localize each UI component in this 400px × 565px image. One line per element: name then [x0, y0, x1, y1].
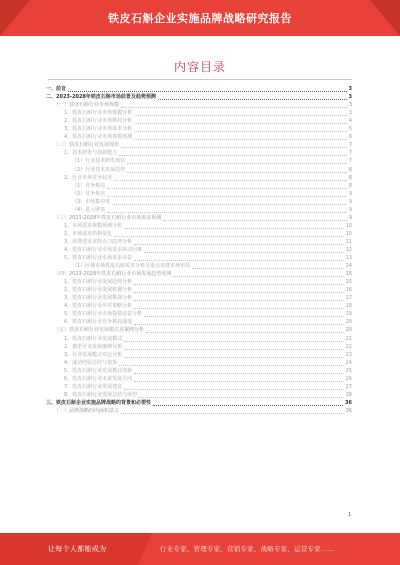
toc-entry[interactable] [46, 117, 352, 125]
toc-entry-page: 28 [345, 391, 352, 398]
toc-entry[interactable] [46, 93, 352, 101]
toc-entry[interactable] [46, 278, 352, 286]
toc-entry-page: 9 [348, 206, 352, 213]
toc-dot-leader [68, 86, 347, 92]
toc-entry-page: 21 [345, 335, 352, 342]
toc-dot-leader [134, 126, 347, 132]
toc-entry[interactable] [46, 383, 352, 391]
toc-entry-page: 36 [345, 399, 352, 406]
toc-dot-leader [134, 287, 343, 293]
toc-entry[interactable] [46, 206, 352, 214]
footer-slogan: 让每个人都能成为 [48, 545, 107, 553]
toc-entry-title: 1、铁皮石斛行业发展趋势分析 [64, 279, 133, 286]
toc-entry-page: 36 [345, 407, 352, 414]
toc-entry-title: 2、典型企业发展案例分析 [64, 343, 123, 350]
toc-entry[interactable] [46, 343, 352, 351]
toc-entry[interactable] [46, 230, 352, 238]
toc-entry-page: 11 [345, 238, 352, 245]
toc-entry-page: 24 [345, 359, 352, 366]
toc-entry-title: 3、行业发展模式对比分析 [64, 351, 123, 358]
toc-entry-page: 4 [348, 118, 352, 125]
toc-entry[interactable] [46, 294, 352, 302]
toc-dot-leader [139, 392, 343, 398]
toc-entry[interactable] [46, 367, 352, 375]
toc-entry-page: 16 [345, 287, 352, 294]
toc-dot-leader [134, 110, 347, 116]
toc-heading: 内容目录 [173, 60, 226, 74]
toc-entry-title: 3、铁皮石斛行业发展挑战分析 [64, 295, 133, 302]
toc-entry-page: 23 [345, 351, 352, 358]
toc-divider [48, 79, 352, 80]
toc-entry-page: 19 [345, 311, 352, 318]
toc-entry[interactable] [46, 214, 352, 222]
toc-entry[interactable] [46, 238, 352, 246]
toc-dot-leader [134, 279, 343, 285]
toc-entry-title: （三）2023-2028年铁皮石斛行业市场需求预测 [54, 214, 162, 221]
toc-entry[interactable] [46, 133, 352, 141]
toc-entry-page: 3 [348, 94, 352, 101]
toc-entry[interactable] [46, 109, 352, 117]
table-of-contents [46, 85, 352, 415]
toc-dot-leader [134, 368, 343, 374]
toc-entry-title: 1、铁皮石斛行业市场规模分析 [64, 110, 133, 117]
toc-entry-page: 8 [348, 174, 352, 181]
toc-entry[interactable] [46, 286, 352, 294]
toc-dot-leader [112, 199, 347, 205]
toc-dot-leader [173, 271, 343, 277]
toc-entry-page: 9 [348, 214, 352, 221]
toc-entry-title: 6、铁皮石斛行业未来发展方向 [64, 375, 133, 382]
toc-entry[interactable] [46, 125, 352, 133]
toc-dot-leader [124, 344, 343, 350]
toc-entry[interactable] [46, 254, 352, 262]
toc-entry-title: （4）进入壁垒 [72, 206, 106, 213]
toc-dot-leader [134, 376, 343, 382]
report-footer [0, 533, 400, 565]
toc-dot-leader [124, 336, 343, 342]
toc-dot-leader [134, 255, 343, 261]
toc-entry[interactable] [46, 318, 352, 326]
toc-entry-page: 20 [345, 327, 352, 334]
toc-dot-leader [127, 158, 347, 164]
toc-entry-title: 8、铁皮石斛行业发展总结与展望 [64, 391, 138, 398]
toc-dot-leader [127, 167, 347, 173]
toc-dot-leader [119, 150, 347, 156]
toc-entry-title: 三、铁皮石斛企业实施品牌战略的背景和必要性 [46, 399, 152, 406]
toc-entry-title: 2、铁皮石斛行业发展机遇分析 [64, 287, 133, 294]
toc-entry-title: 一、前言 [46, 86, 67, 93]
toc-entry-title: （2）行业技术发展趋势 [72, 166, 126, 173]
toc-entry[interactable] [46, 222, 352, 230]
footer-slant-accent [138, 533, 152, 565]
toc-entry[interactable] [46, 174, 352, 182]
toc-entry[interactable] [46, 334, 352, 342]
toc-entry-page: 7 [348, 142, 352, 149]
toc-entry[interactable] [46, 310, 352, 318]
toc-entry[interactable] [46, 165, 352, 173]
toc-entry-page: 10 [345, 222, 352, 229]
toc-dot-leader [107, 207, 347, 213]
toc-entry-page: 5 [348, 126, 352, 133]
toc-entry-title: 5、铁皮石斛行业发展模式创新 [64, 367, 133, 374]
toc-entry-title: 2、行业市场竞争状况 [64, 174, 113, 181]
toc-entry[interactable] [46, 302, 352, 310]
toc-dot-leader [158, 94, 347, 100]
toc-entry-title: （一）铁皮石斛行业市场规模 [54, 102, 120, 109]
toc-entry-title: （五）铁皮石斛行业发展模式及案例分析 [54, 327, 145, 334]
page-number: 1 [348, 512, 352, 518]
toc-dot-leader [134, 239, 343, 245]
toc-dot-leader [119, 360, 343, 366]
toc-entry[interactable] [46, 351, 352, 359]
toc-dot-leader [134, 134, 347, 140]
toc-dot-leader [124, 384, 343, 390]
toc-entry-page: 20 [345, 319, 352, 326]
toc-entry[interactable] [46, 391, 352, 399]
toc-entry-page: 10 [345, 230, 352, 237]
toc-dot-leader [124, 223, 343, 229]
toc-entry[interactable] [46, 375, 352, 383]
toc-dot-leader [107, 191, 347, 197]
toc-dot-leader [134, 319, 343, 325]
toc-entry[interactable] [46, 407, 352, 415]
toc-entry-page: 7 [348, 150, 352, 157]
toc-entry-page: 25 [345, 367, 352, 374]
toc-entry-page: 22 [345, 343, 352, 350]
toc-entry-title: 5、铁皮石斛行业市场需求前景 [64, 255, 133, 262]
toc-entry-title: 7、铁皮石斛行业发展建议 [64, 383, 123, 390]
toc-entry-page: 27 [345, 383, 352, 390]
toc-entry-title: 3、消费者需求特点与趋势分析 [64, 238, 133, 245]
toc-dot-leader [153, 400, 343, 406]
toc-dot-leader [134, 295, 343, 301]
toc-entry[interactable] [46, 326, 352, 334]
toc-entry-page: 9 [348, 198, 352, 205]
toc-entry-page: 3 [348, 110, 352, 117]
toc-entry-title: 4、铁皮石斛行业市场规模预测 [64, 134, 133, 141]
toc-entry-page: 13 [345, 255, 352, 262]
toc-dot-leader [192, 263, 343, 269]
toc-entry-page: 9 [348, 190, 352, 197]
toc-entry-title: 4、成功经验总结与借鉴 [64, 359, 118, 366]
toc-entry[interactable] [46, 399, 352, 407]
toc-entry-title: 2、铁皮石斛行业市场格局分析 [64, 118, 133, 125]
toc-entry-page: 3 [348, 102, 352, 109]
report-header [0, 0, 400, 36]
toc-entry-page: 15 [345, 279, 352, 286]
toc-entry-title: 5、铁皮石斛行业市场投资前景分析 [64, 311, 143, 318]
toc-entry-title: （1）区域市场铁皮石斛需求分析及重点消费市场布局 [72, 263, 191, 270]
toc-entry-page: 26 [345, 375, 352, 382]
toc-entry-title: （1）行业技术研发现状 [72, 158, 126, 165]
toc-entry-page: 18 [345, 303, 352, 310]
toc-entry-page: 8 [348, 182, 352, 189]
toc-dot-leader [144, 247, 343, 253]
toc-entry-page: 6 [348, 134, 352, 141]
toc-entry-title: 1、技术研发与创新能力 [64, 150, 118, 157]
toc-dot-leader [121, 408, 344, 414]
toc-dot-leader [121, 102, 347, 108]
toc-dot-leader [146, 327, 344, 333]
toc-entry-title: （二）铁皮石斛行业发展现状 [54, 142, 120, 149]
toc-entry-page: 12 [345, 246, 352, 253]
toc-entry[interactable] [46, 85, 352, 93]
toc-entry-title: （2）竞争焦点 [72, 190, 106, 197]
toc-entry-title: 1、铁皮石斛行业发展模式 [64, 335, 123, 342]
toc-entry[interactable] [46, 190, 352, 198]
toc-entry[interactable] [46, 101, 352, 109]
toc-dot-leader [144, 311, 343, 317]
toc-entry[interactable] [46, 246, 352, 254]
footer-expert-list: 行业专家、管理专家、营销专家、战略专家、运营专家…… [160, 545, 335, 553]
toc-entry[interactable] [46, 182, 352, 190]
toc-dot-leader [124, 352, 343, 358]
toc-dot-leader [163, 215, 347, 221]
toc-dot-leader [114, 231, 343, 237]
toc-entry-page: 15 [345, 271, 352, 278]
toc-entry[interactable] [46, 149, 352, 157]
toc-entry[interactable] [46, 262, 352, 270]
toc-dot-leader [114, 175, 347, 181]
toc-entry-title: （一）品牌战略的内涵和意义 [54, 407, 120, 414]
toc-entry[interactable] [46, 198, 352, 206]
toc-entry-page: 3 [348, 86, 352, 93]
toc-entry-page: 17 [345, 295, 352, 302]
toc-entry[interactable] [46, 359, 352, 367]
toc-entry-title: 4、铁皮石斛行业应对策略分析 [64, 303, 133, 310]
toc-entry-page: 8 [348, 166, 352, 173]
toc-entry-title: （1）竞争格局 [72, 182, 106, 189]
toc-entry-title: （3）市场集中度 [72, 198, 111, 205]
report-title: 铁皮石斛企业实施品牌战略研究报告 [108, 12, 292, 25]
toc-entry-title: 二、2023-2028年铁皮石斛市场前景及趋势预测 [46, 94, 156, 101]
toc-dot-leader [121, 142, 347, 148]
toc-entry[interactable] [46, 270, 352, 278]
toc-entry[interactable] [46, 141, 352, 149]
toc-entry-title: 6、铁皮石斛行业竞争格局演变 [64, 319, 133, 326]
toc-entry-title: 1、市场需求规模预测分析 [64, 222, 123, 229]
toc-entry[interactable] [46, 157, 352, 165]
toc-entry-page: 7 [348, 158, 352, 165]
toc-entry-title: 3、铁皮石斛行业市场需求分析 [64, 126, 133, 133]
toc-entry-title: 2、市场需求结构变化 [64, 230, 113, 237]
toc-entry-page: 14 [345, 263, 352, 270]
toc-dot-leader [134, 303, 343, 309]
toc-dot-leader [134, 118, 347, 124]
toc-entry-title: （四）2023-2028年铁皮石斛行业市场发展趋势预测 [54, 271, 172, 278]
toc-dot-leader [107, 183, 347, 189]
toc-entry-title: 4、铁皮石斛行业市场需求驱动因素 [64, 246, 143, 253]
